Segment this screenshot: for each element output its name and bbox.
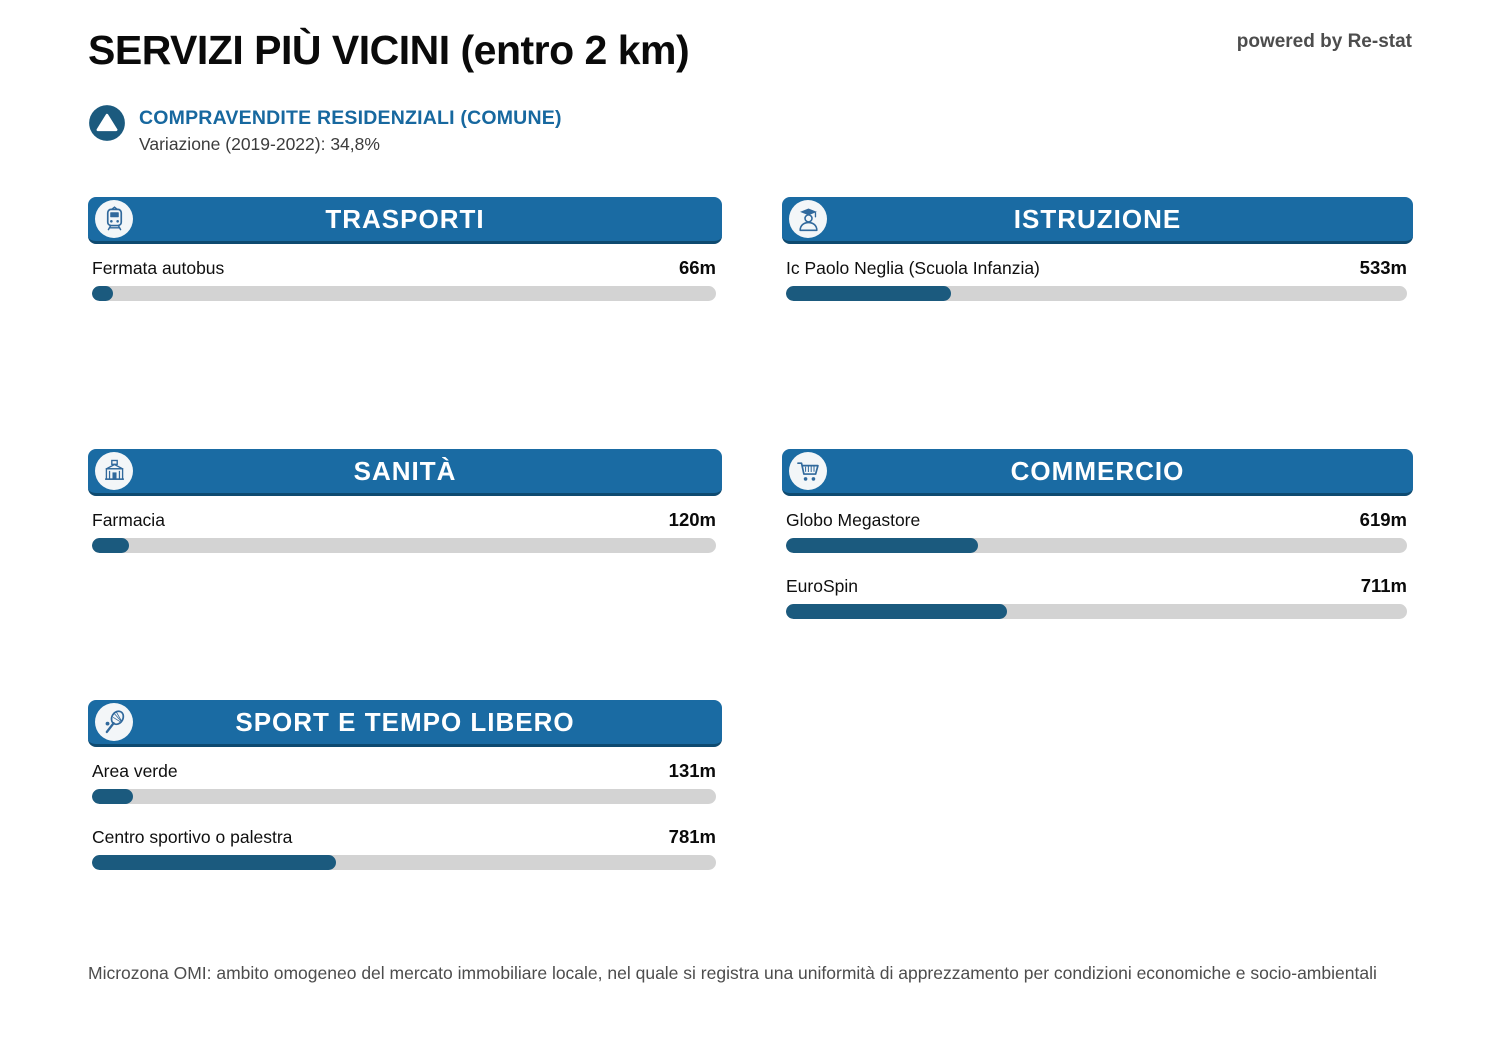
card-sanita [88,449,722,575]
distance-bar-fill [92,286,113,301]
service-label: Fermata autobus [92,258,225,278]
trend-label: COMPRAVENDITE RESIDENZIALI (COMUNE) [139,107,562,129]
distance-bar-track [92,286,716,301]
service-distance: 120m [668,509,716,530]
distance-bar-track [92,789,716,804]
card-title: ISTRUZIONE [1013,203,1182,234]
distance-bar-track [786,538,1407,553]
card-header [88,449,722,496]
tennis-racket-icon [95,703,133,741]
service-distance: 533m [1359,257,1407,278]
card-istruzione [782,197,1413,323]
service-distance: 711m [1360,575,1407,596]
hospital-icon [95,452,133,490]
up-triangle-icon [88,104,126,142]
card-title: COMMERCIO [1010,455,1185,486]
distance-bar-track [92,538,716,553]
train-icon [95,200,133,238]
service-distance: 619m [1359,509,1407,530]
service-label: Area verde [92,761,178,781]
distance-bar-track [786,604,1407,619]
service-item [92,760,716,804]
trend-variation: Variazione (2019-2022): 34,8% [139,134,380,154]
service-item [786,257,1407,301]
card-sport-tempo-libero [88,700,722,892]
trend-text [139,104,562,155]
card-header [88,700,722,747]
card-title: SPORT E TEMPO LIBERO [235,706,575,737]
distance-bar-fill [786,286,951,301]
distance-bar-fill [92,538,129,553]
distance-bar-track [786,286,1407,301]
service-distance: 781m [668,826,716,847]
distance-bar-track [92,855,716,870]
page-title: SERVIZI PIÙ VICINI (entro 2 km) [88,27,690,73]
service-label: Ic Paolo Neglia (Scuola Infanzia) [786,258,1040,278]
card-title: SANITÀ [353,455,457,486]
card-header [88,197,722,244]
card-title: TRASPORTI [325,203,485,234]
footer-note: Microzona OMI: ambito omogeneo del mercato immobiliare locale, nel quale si registra una uniformità di apprezzamento per condizioni economiche e socio-ambientali [88,963,1377,983]
service-item [92,826,716,870]
distance-bar-fill [92,789,133,804]
powered-by-label: powered by Re-stat [1236,31,1412,52]
shopping-cart-icon [789,452,827,490]
trend-summary [88,104,562,155]
graduate-icon [789,200,827,238]
service-item [92,257,716,301]
service-item [786,509,1407,553]
service-label: Globo Megastore [786,510,921,530]
service-label: Centro sportivo o palestra [92,827,293,847]
distance-bar-fill [786,604,1007,619]
service-distance: 131m [668,760,716,781]
service-label: Farmacia [92,510,165,530]
service-distance: 66m [678,257,716,278]
service-item [92,509,716,553]
card-trasporti [88,197,722,323]
service-item [786,575,1407,619]
card-header [782,197,1413,244]
service-label: EuroSpin [786,576,858,596]
card-commercio [782,449,1413,641]
distance-bar-fill [786,538,978,553]
distance-bar-fill [92,855,336,870]
card-header [782,449,1413,496]
